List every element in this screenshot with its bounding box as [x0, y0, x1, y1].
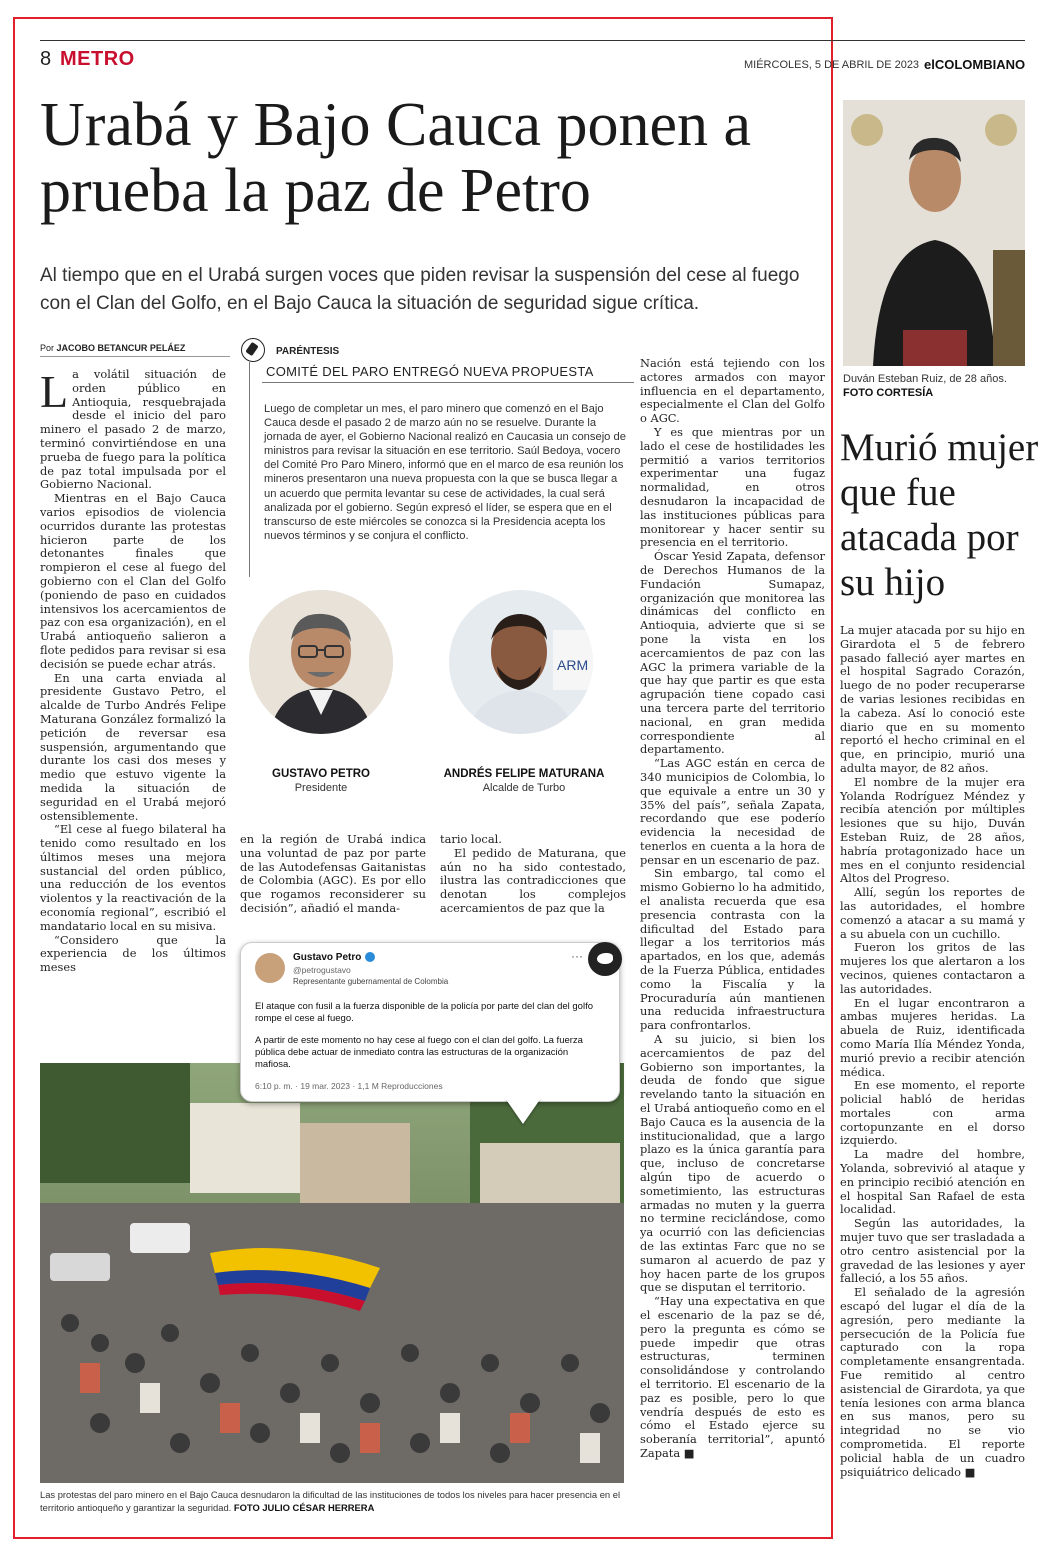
- person-role: Alcalde de Turbo: [482, 782, 566, 794]
- edition-date: MIÉRCOLES, 5 DE ABRIL DE 2023: [744, 59, 920, 71]
- paragraph: El pedido de Maturana, que aún no ha sido contestado, ilustra las contradicciones que denotan los complejos acercamientos de paz que la: [440, 845, 626, 915]
- photo-image: [843, 100, 1025, 366]
- article-column-2: [240, 833, 426, 916]
- tweet-handle: @petrogustavo: [293, 965, 351, 975]
- newspaper-logo: elCOLOMBIANO: [924, 57, 1026, 72]
- paragraph: en la región de Urabá indica una voluntad de paz por parte de las Autodefensas Gaitanistas de Colombia (AGC). Es por ello que rogamos reconsiderer su decisión”, añadió el manda-: [240, 832, 426, 915]
- photo-credit: FOTO CORTESÍA: [843, 387, 934, 399]
- parenthesis-body: Luego de completar un mes, el paro minero que comenzó en el Bajo Cauca desde el pasado 2 de marzo aún no se resuelve. Durante la jornada de ayer, el Gobierno Nacional realizó en Caucasia un consejo de ministros para revisar la situación en ese territorio. Saúl Bedoya, vocero del Comité Pro Paro Minero, informó que en el marco de esa reunión los mineros presentaron una nueva propuesta con la que se busca llegar a un acuerdo que permita levantar su cese de actividades, la cual será analizada por el gobierno. Según expresó el líder, se espera que en el transcurso de este miércoles se conozca si la Presidencia acepta los nuevos términos y se conjura el conflicto.: [264, 403, 626, 542]
- byline-author: JACOBO BETANCUR PELÁEZ: [56, 343, 186, 353]
- side-article-body: [840, 624, 1025, 1479]
- tweet-card[interactable]: [240, 942, 620, 1102]
- photo-caption: Las protestas del paro minero en el Bajo Cauca desnudaron la dificultad de las instituciones de todos los niveles para hacer presencia en el territorio antioqueño y garantizar la seguridad. FOTO JULIO CÉSAR HERRERA: [40, 1489, 621, 1513]
- paragraph: “Considero que la experiencia de los últimos meses: [40, 932, 226, 975]
- tweet-avatar: [255, 953, 285, 983]
- tweet-text: El ataque con fusil a la fuerza disponible de la policía por parte del clan del golfo rompe el cese al fuego.: [255, 1001, 593, 1024]
- tweet-affiliation: Representante gubernamental de Colombia: [293, 977, 449, 986]
- tweet-meta: 6:10 p. m. · 19 mar. 2023 · 1,1 M Reproducciones: [255, 1081, 443, 1091]
- paragraph: El señalado de la agresión escapó del lugar el día de la agresión, pero mediante la persecución de la Policía fue capturado con la ropa completamente ensangrentada. Fue remitido al centro asistencial de Girardota, ya que tenía lesiones con arma blanca en sus manos, pero su integridad no se vio comprometida. El reporte policial habla de un cuadro psiquiátrico delicado ■: [840, 1285, 1025, 1479]
- svg-text:ARM: ARM: [557, 657, 589, 673]
- section-name[interactable]: METRO: [60, 48, 135, 70]
- byline-prefix: Por: [40, 343, 55, 353]
- paragraph: La volátil situación de orden público en Antioquia, resquebrajada desde el inicio del paro minero el pasado 2 de marzo, terminó convirtiéndose en una prueba de fuego para la política de paz total impulsada por el Gobierno Nacional.: [40, 366, 226, 492]
- suspect-photo: [843, 100, 1025, 366]
- header-rule: [40, 40, 1025, 41]
- portrait-image: [449, 590, 593, 734]
- paragraph: La mujer atacada por su hijo en Girardota el 5 de febrero pasado falleció ayer martes en el hospital Sagrado Corazón, luego de no poder recuperarse de varias lesiones recibidas en la cabeza. Así lo conoció este diario que en su momento reportó el hecho criminal en el que, en principio, murió una adulta mayor, de 82 años.: [840, 623, 1025, 775]
- portrait-andres-maturana: [449, 590, 593, 734]
- tweet-pointer: [505, 1098, 541, 1124]
- byline: [40, 343, 230, 357]
- article-column-1: [40, 368, 226, 975]
- paragraph: Óscar Yesid Zapata, defensor de Derechos Humanos de la Fundación Sumapaz, organización que monitorea las dinámicas del conflicto en Antioquia, advierte que si se pone la vista en los acercamientos de paz con las AGC la primera variable de la que hay que partir es que esta agrupación tiene copado casi una tercera parte del territorio nacional, en gran medida correspondiente al departamento.: [640, 549, 825, 757]
- paragraph: La madre del hombre, Yolanda, sobrevivió al ataque y en principio recibió atención en el hospital San Rafael de esta localidad.: [840, 1147, 1025, 1217]
- photo-credit: FOTO JULIO CÉSAR HERRERA: [233, 1502, 375, 1513]
- parenthesis-label: PARÉNTESIS: [276, 346, 340, 357]
- main-deck: Al tiempo que en el Urabá surgen voces que piden revisar la suspensión del cese al fuego con el Clan del Golfo, en el Bajo Cauca la situación de seguridad sigue crítica.: [40, 265, 800, 314]
- person-role: Presidente: [294, 782, 348, 794]
- paragraph: “Las AGC están en cerca de 340 municipios de Colombia, lo que equivale a entre un 30 y 35% del país”, señala Zapata, recordando que ese poderío evidencia la necesidad de tenerlos en cuenta a la hora de pensar en un escenario de paz.: [640, 756, 825, 867]
- tweet-author: Gustavo Petro: [293, 952, 362, 963]
- paragraph: A su juicio, si bien los acercamientos de paz del Gobierno son importantes, la deuda de fondo que sigue revelando tanto la situación en el Urabá antioqueño como en el Bajo Cauca es la ausencia de la institucionalidad, que a largo plazo es la única garantía para que, incluso de concretarse algún tipo de acuerdo o sometimiento, las estructuras armadas no muten y la guerra no termine reciclándose, como ya ocurrió con las deficiencias de las extintas Farc que no se sumaron al acuerdo de paz y hoy hacen parte de los grupos que se disputan el territorio.: [640, 1032, 825, 1295]
- paragraph: En ese momento, el reporte policial habló de heridas mortales con arma cortopunzante en el dorso izquierdo.: [840, 1078, 1025, 1148]
- paragraph: Nación está tejiendo con los actores armados con mayor influencia en el departamento, especialmente el Clan del Golfo o AGC.: [640, 356, 825, 426]
- paragraph: En el lugar encontraron a ambas mujeres heridas. La abuela de Ruiz, identificada como María Ilía Méndez Yonda, murió previo a recibir atención médica.: [840, 995, 1025, 1079]
- portrait-image: [249, 590, 393, 734]
- paragraph: Mientras en el Bajo Cauca varios episodios de violencia ocurridos durante las protestas hicieron parte de los detonantes finales que rompieron el cese al fuego del gobierno con el Clan del Golfo (poniendo de paso en cuidados intensivos los acercamientos de paz con esa organización), en el Urabá antioqueño salieron a flote pedidos para revisar si esa decisión se puede echar atrás.: [40, 491, 226, 671]
- parenthesis-title: COMITÉ DEL PARO ENTREGÓ NUEVA PROPUESTA: [262, 364, 634, 383]
- more-options-icon[interactable]: ···: [571, 949, 583, 963]
- paragraph: “Hay una expectativa en que el escenario de la paz se dé, pero la pregunta es cómo se puede impedir que otras estructuras, terminen consolidándose y controlando el territorio. El escenario de la paz es posible, pero lo que vendría después de esto es cómo el Estado ejerce su soberanía territorial”, apuntó Zapata ■: [640, 1294, 825, 1460]
- twitter-bird-icon: [588, 942, 622, 976]
- suspect-photo-caption: Duván Esteban Ruiz, de 28 años. FOTO CORTESÍA: [843, 373, 1007, 399]
- paragraph: En una carta enviada al presidente Gustavo Petro, el alcalde de Turbo Andrés Felipe Maturana González formalizó la petición de reversar esa suspensión, argumentando que durante los casi dos meses y medio que estuvo vigente la medida la situación de seguridad en el Urabá mejoró ostensiblemente.: [40, 670, 226, 823]
- paragraph: Fueron los gritos de las mujeres los que alertaron a los vecinos, quienes contactaron a las autoridades.: [840, 940, 1025, 996]
- parenthesis-icon: [241, 338, 265, 362]
- article-column-4: [640, 357, 825, 1461]
- photo-image: [40, 1063, 624, 1483]
- person-name: ANDRÉS FELIPE MATURANA: [443, 768, 605, 780]
- protest-photo: [40, 1063, 624, 1483]
- verified-icon: [365, 952, 375, 962]
- page-number: 8: [40, 48, 52, 70]
- paragraph: Sin embargo, tal como el mismo Gobierno lo ha admitido, el analista recuerda que esa presencia contrasta con la dificultad del Estado para llegar a los territorios más apartados, en los que, además de la Fuerza Pública, entidades como la Fiscalía y la Procuraduría aún mantienen una reducida infraestructura para confrontarlos.: [640, 866, 825, 1033]
- drop-cap: L: [40, 366, 69, 417]
- parenthesis-rule: [249, 362, 250, 577]
- tweet-text: A partir de este momento no hay cese al fuego con el clan del golfo. La fuerza pública debe actuar de inmediato contra las estructuras de la organización mafiosa.: [255, 1035, 583, 1070]
- main-headline: Urabá y Bajo Cauca ponen a prueba la paz de Petro: [40, 91, 752, 225]
- portrait-gustavo-petro: [249, 590, 393, 734]
- article-column-3: [440, 833, 626, 916]
- paragraph: El nombre de la mujer era Yolanda Rodríguez Méndez y recibía atención por múltiples lesiones que su hijo, Duván Esteban Ruiz, de 28 años, habría protagonizado hace un mes en el conjunto residencial Altos del Progreso.: [840, 774, 1025, 886]
- paragraph: tario local.: [440, 832, 502, 846]
- paragraph: “El cese al fuego bilateral ha tenido como resultado en los últimos meses una mejora sustancial del orden público, una reducción de los eventos violentos y la reactivación de la economía regional”, escribió el mandatario local en su misiva.: [40, 822, 226, 933]
- paragraph: Allí, según los reportes de las autoridades, el hombre comenzó a atacar a su mamá y a su abuela con un cuchillo.: [840, 885, 1025, 941]
- side-headline: Murió mujer que fue atacada por su hijo: [840, 426, 1039, 604]
- paragraph: Y es que mientras por un lado el cese de hostilidades les permitió a varios territorios experimentar una fugaz normalidad, en otros desnudaron la incapacidad de las instituciones públicas para monitorear y hacer sentir su presencia en el territorio.: [640, 424, 825, 550]
- person-name: GUSTAVO PETRO: [272, 768, 370, 780]
- paragraph: Según las autoridades, la mujer tuvo que ser trasladada a otro centro asistencial por la gravedad de las lesiones y ayer falleció, a los 55 años.: [840, 1216, 1025, 1286]
